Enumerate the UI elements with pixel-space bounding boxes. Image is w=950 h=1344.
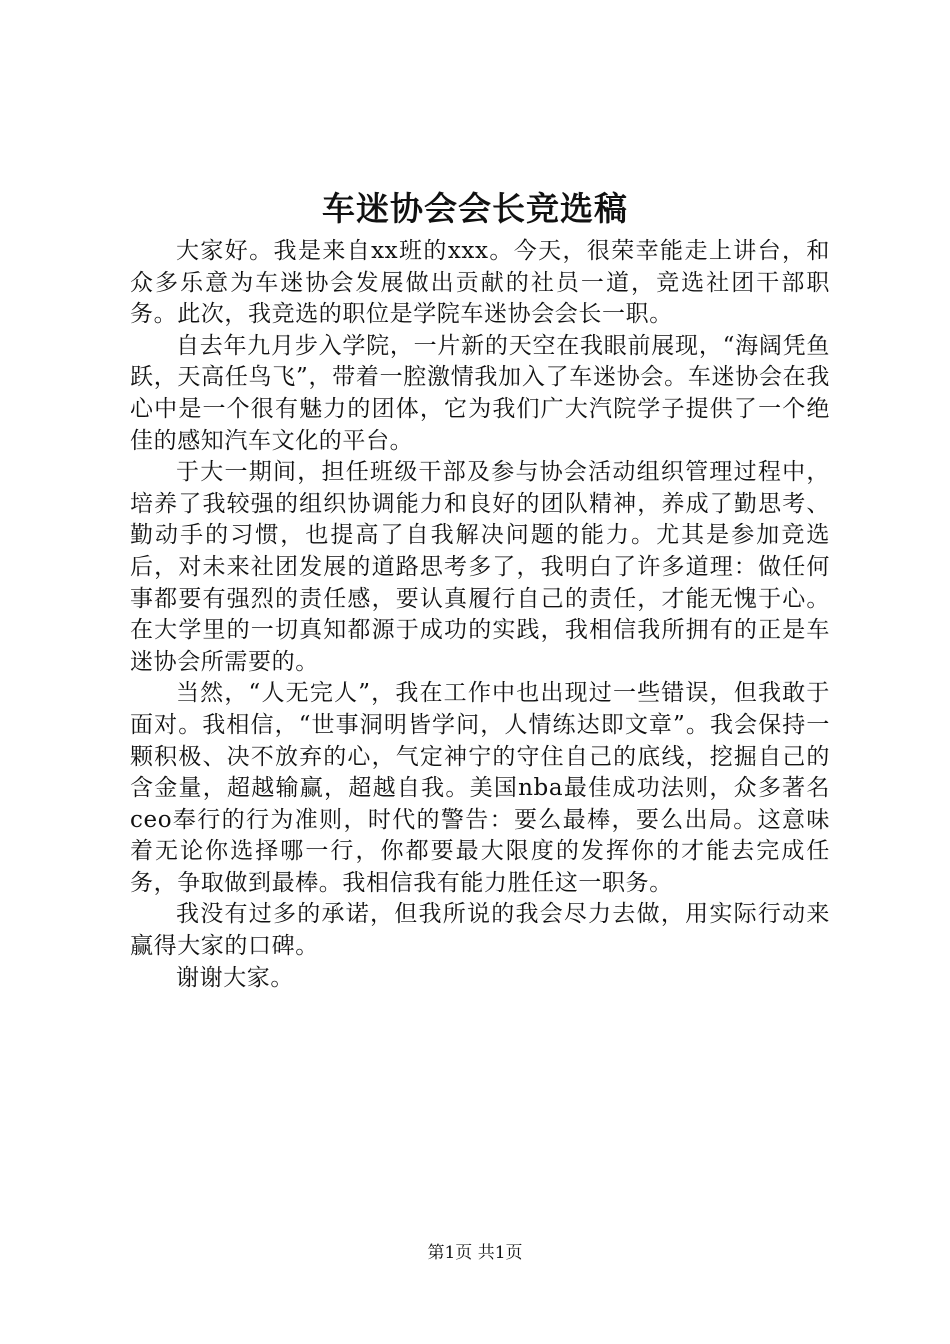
- paragraph-promise: 我没有过多的承诺，但我所说的我会尽力去做，用实际行动来赢得大家的口碑。: [130, 901, 830, 960]
- page-footer: 第1页 共1页: [427, 1243, 523, 1263]
- document-body: [130, 236, 830, 994]
- paragraph-attitude: 当然，“人无完人”，我在工作中也出现过一些错误，但我敢于面对。我相信，“世事洞明皆学问，人情练达即文章”。我会保持一颗积极、决不放弃的心，气定神宁的守住自己的底线，挖掘自己的含金量，超越输赢，超越自我。美国nba最佳成功法则，众多著名ceo奉行的行为准则，时代的警告：要么最棒，要么出局。这意味着无论你选择哪一行，你都要最大限度的发挥你的才能去完成任务，争取做到最棒。我相信我有能力胜任这一职务。: [130, 680, 830, 896]
- paragraph-greeting: 大家好。我是来自xx班的xxx。今天，很荣幸能走上讲台，和众多乐意为车迷协会发展做出贡献的社员一道，竞选社团干部职务。此次，我竞选的职位是学院车迷协会会长一职。: [130, 238, 830, 328]
- paragraph-experience: 于大一期间，担任班级干部及参与协会活动组织管理过程中，培养了我较强的组织协调能力和良好的团队精神，养成了勤思考、勤动手的习惯，也提高了自我解决问题的能力。尤其是参加竞选后，对未来社团发展的道路思考多了，我明白了许多道理：做任何事都要有强烈的责任感，要认真履行自己的责任，才能无愧于心。在大学里的一切真知都源于成功的实践，我相信我所拥有的正是车迷协会所需要的。: [130, 459, 830, 675]
- document-title: 车迷协会会长竞选稿: [322, 189, 628, 228]
- paragraph-joining: 自去年九月步入学院，一片新的天空在我眼前展现，“海阔凭鱼跃，天高任鸟飞”，带着一腔激情我加入了车迷协会。车迷协会在我心中是一个很有魅力的团体，它为我们广大汽院学子提供了一个绝佳的感知汽车文化的平台。: [130, 332, 830, 454]
- paragraph-thanks: 谢谢大家。: [176, 964, 294, 991]
